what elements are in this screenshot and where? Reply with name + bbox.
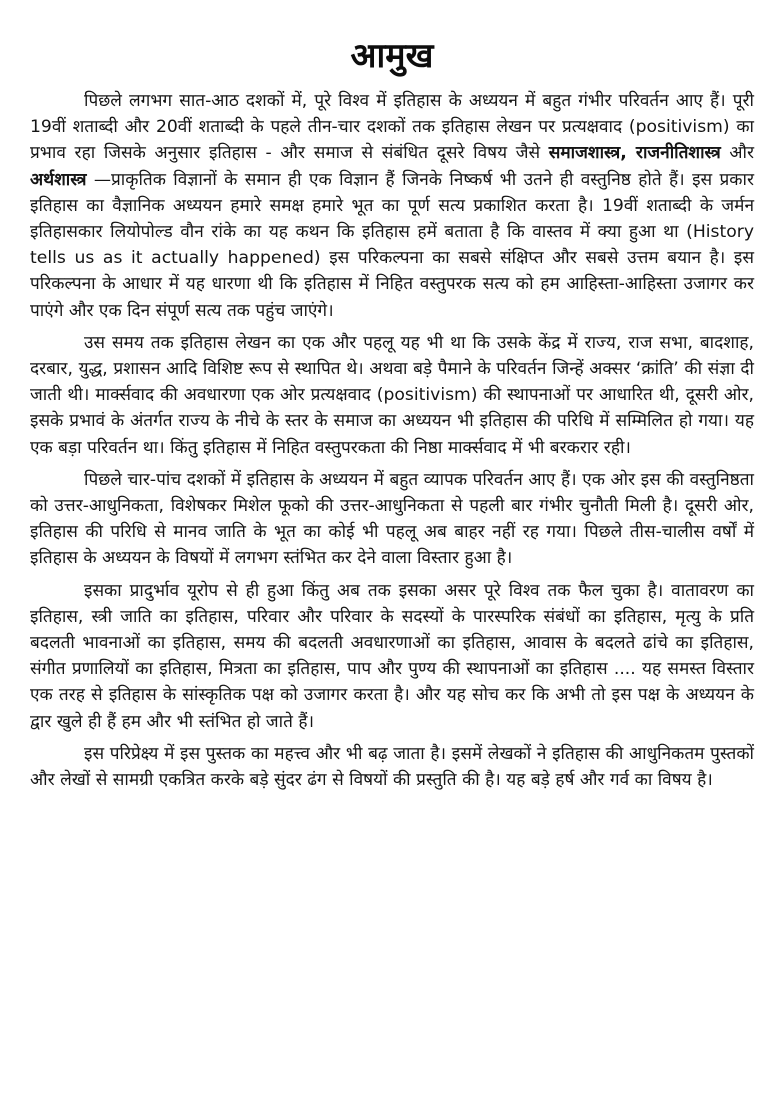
paragraph-4-text: इसका प्रादुर्भाव यूरोप से ही हुआ किंतु अब तक इसका असर पूरे विश्व तक फैल चुका है। वातावरण का इतिहास, स्त्री जाति का इतिहास, परिवार और परिवार के सदस्यों के पारस्परिक संबंधों का इतिहास, मृत्यु के प्रति बदलती भावनाओं का इतिहास, समय की बदलती अवधारणाओं का इतिहास, आवास के बदलते ढांचे का इतिहास, संगीत प्रणालियों का इतिहास, मित्रता का इतिहास, पाप और पुण्य की स्थापनाओं का इतिहास .... यह समस्त विस्तार एक तरह से इतिहास के सांस्कृतिक पक्ष को उजागर करता है। और यह सोच कर कि अभी तो इस पक्ष के अध्ययन के द्वार खुले ही हैं हम और भी स्तंभित हो जाते हैं।	[30, 580, 754, 732]
paragraph-2-text: उस समय तक इतिहास लेखन का एक और पहलू यह भी था कि उसके केंद्र में राज्य, राज सभा, बादशाह, दरबार, युद्ध, प्रशासन आदि विशिष्ट रूप से स्थापित थे। अथवा बड़े पैमाने के परिवर्तन जिन्हें अक्सर ‘क्रांति’ की संज्ञा दी जाती थी। मार्क्सवाद की अवधारणा एक ओर प्रत्यक्षवाद (positivism) की स्थापनाओं पर आधारित थी, दूसरी ओर, इसके प्रभावं के अंतर्गत राज्य के नीचे के स्तर के समाज का अध्ययन भी इतिहास की परिधि में सम्मिलित हो गया। यह एक बड़ा परिवर्तन था। किंतु इतिहास में निहित वस्तुपरकता की निष्ठा मार्क्सवाद में भी बरकरार रही।	[30, 332, 754, 458]
paragraph-1-text-2: और	[720, 143, 755, 164]
paragraph-3-text: पिछले चार-पांच दशकों में इतिहास के अध्ययन में बहुत व्यापक परिवर्तन आए हैं। एक ओर इस की वस्तुनिष्ठता को उत्तर-आधुनिकता, विशेषकर मिशेल फूको की उत्तर-आधुनिकता से पहली बार गंभीर चुनौती मिली है। दूसरी ओर, इतिहास की परिधि से मानव जाति के भूत का कोई भी पहलू अब बाहर नहीं रह गया। पिछले तीस-चालीस वर्षों में इतिहास के अध्ययन के विषयों में लगभग स्तंभित कर देने वाला विस्तार हुआ है।	[30, 469, 754, 569]
page-title: आमुख	[350, 36, 434, 76]
paragraph-1-bold-term-2: अर्थशास्त्र	[30, 169, 87, 190]
paragraph-2	[30, 330, 754, 461]
paragraph-1-text-3: —प्राकृतिक विज्ञानों के समान ही एक विज्ञान हैं जिनके निष्कर्ष भी उतने ही वस्तुनिष्ठ होते हैं। इस प्रकार इतिहास का वैज्ञानिक अध्ययन हमारे समक्ष हमारे भूत का पूर्ण सत्य प्रकाशित करता है। 19वीं शताब्दी के जर्मन इतिहासकार लियोपोल्ड वौन रांके का यह कथन कि इतिहास हमें बताता है कि वास्तव में क्या हुआ था (History tells us as it actually happened) इस परिकल्पना का सबसे संक्षिप्त और सबसे उत्तम बयान है। इस परिकल्पना के आधार में यह धारणा थी कि इतिहास में निहित वस्तुपरक सत्य को हम आहिस्ता-आहिस्ता उजागर कर पाएंगे और एक दिन संपूर्ण सत्य तक पहुंच जाएंगे।	[30, 169, 754, 321]
paragraph-3	[30, 467, 754, 572]
paragraph-1-text-1: पिछले लगभग सात-आठ दशकों में, पूरे विश्व में इतिहास के अध्ययन में बहुत गंभीर परिवर्तन आए हैं। पूरी 19वीं शताब्दी और 20वीं शताब्दी के पहले तीन-चार दशकों तक इतिहास लेखन पर प्रत्यक्षवाद (positivism) का प्रभाव रहा जिसके अनुसार इतिहास - और समाज से संबंधित दूसरे विषय जैसे	[30, 91, 754, 164]
paragraph-4	[30, 578, 754, 735]
paragraph-5	[30, 741, 754, 793]
paragraph-5-text: इस परिप्रेक्ष्य में इस पुस्तक का महत्त्व और भी बढ़ जाता है। इसमें लेखकों ने इतिहास की आधुनिकतम पुस्तकों और लेखों से सामग्री एकत्रित करके बड़े सुंदर ढंग से विषयों की प्रस्तुति की है। यह बड़े हर्ष और गर्व का विषय है।	[30, 743, 754, 791]
paragraph-1	[30, 88, 754, 324]
paragraph-1-bold-term-1: समाजशास्त्र, राजनीतिशास्त्र	[548, 143, 721, 164]
